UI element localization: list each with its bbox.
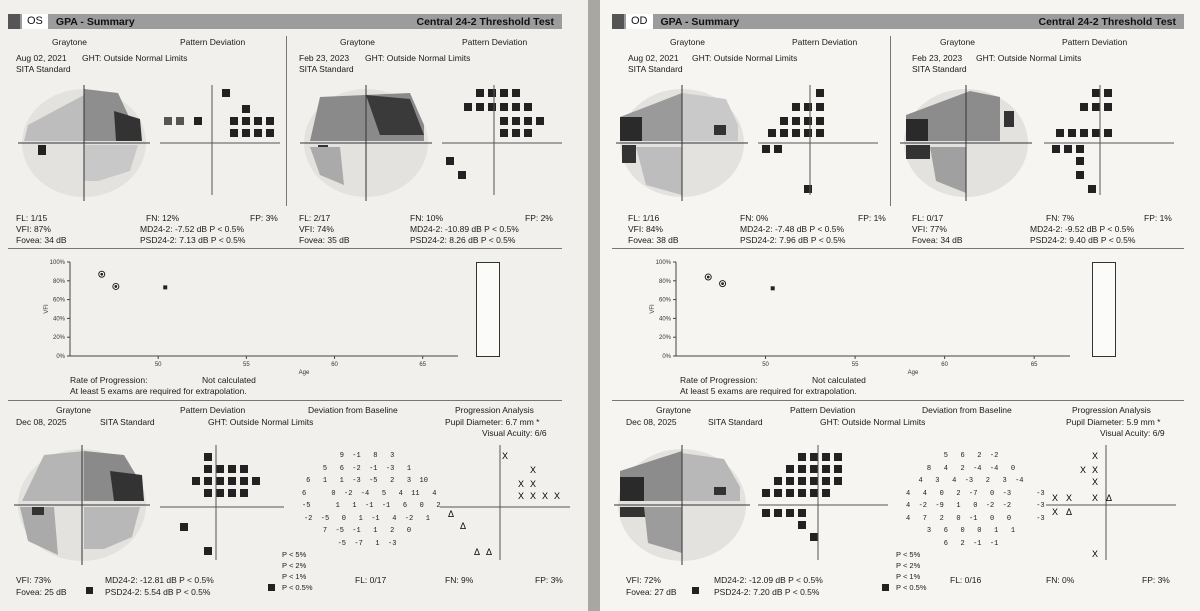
vfi-value: VFI: 73%: [16, 575, 51, 585]
exam-date: Aug 02, 2021: [16, 53, 67, 63]
svg-text:Δ: Δ: [1106, 493, 1113, 503]
svg-text:X: X: [1052, 493, 1059, 503]
x-tick-label: 55: [851, 362, 859, 368]
deviation-row: 4 7 2 0 -1 0 0 -3: [906, 514, 1045, 523]
legend-p5: [896, 550, 920, 560]
mean-deviation: MD24-2: -12.09 dB P < 0.5%: [714, 575, 823, 585]
graytone-plot: [616, 85, 748, 201]
x-tick-label: 65: [419, 362, 427, 368]
deviation-row: 5 6 -2 -1 -3 1: [322, 464, 412, 473]
y-tick-label: 40%: [52, 316, 65, 323]
data-point: [114, 285, 117, 288]
false-negatives: FN: 0%: [1046, 575, 1075, 585]
legend-p05: [282, 583, 313, 593]
pupil-diameter: Pupil Diameter: 5.9 mm *: [1066, 417, 1161, 427]
y-axis-label: VFI: [44, 304, 50, 314]
col-graytone: Graytone: [52, 37, 87, 47]
col-pattern: Pattern Deviation: [180, 405, 246, 415]
false-positives: FP: 3%: [250, 213, 278, 223]
svg-text:X: X: [502, 451, 509, 461]
col-graytone: Graytone: [670, 37, 705, 47]
x-tick-label: 50: [154, 362, 162, 368]
legend-p5: [282, 550, 306, 560]
exam-date: Dec 08, 2025: [16, 417, 67, 427]
false-positives: FP: 3%: [535, 575, 563, 585]
false-negatives: FN: 9%: [445, 575, 474, 585]
progression-box: [476, 262, 500, 357]
deviation-from-baseline-table: [906, 450, 1045, 550]
graytone-plot: [900, 85, 1032, 201]
x-axis-label: Age: [907, 370, 919, 376]
col-pattern: Pattern Deviation: [1062, 37, 1128, 47]
legend-p2: [896, 561, 920, 571]
vfi-progression-plot: [646, 258, 1082, 376]
deviation-row: -5 1 1 -1 -1 6 0 2: [302, 502, 441, 510]
header-marker-icon: [612, 14, 624, 29]
svg-text:X: X: [530, 479, 537, 489]
fovea-marker-icon: [692, 587, 699, 594]
progression-box: [1092, 262, 1116, 357]
data-point: [721, 282, 724, 285]
false-positives: FP: 1%: [1144, 213, 1172, 223]
y-tick-label: 20%: [658, 335, 671, 342]
pattern-sd: PSD24-2: 7.20 dB P < 0.5%: [714, 587, 820, 597]
ght-result: GHT: Outside Normal Limits: [365, 53, 471, 63]
fixation-losses: FL: 0/17: [912, 213, 944, 223]
data-point: [771, 286, 775, 290]
deviation-row: 8 4 2 -4 -4 0: [926, 464, 1016, 473]
pattern-deviation-plot: [758, 445, 888, 560]
legend-p05: [896, 583, 927, 593]
mean-deviation: MD24-2: -7.48 dB P < 0.5%: [740, 224, 845, 234]
x-tick-label: 55: [243, 362, 250, 368]
fixation-losses: FL: 2/17: [299, 213, 331, 223]
test-name: Central 24-2 Threshold Test: [1038, 15, 1176, 28]
pattern-sd: PSD24-2: 8.26 dB P < 0.5%: [410, 235, 516, 245]
graytone-plot: [14, 445, 150, 565]
report-header: [612, 14, 1184, 29]
graytone-plot: [18, 85, 150, 201]
x-tick-label: 60: [331, 362, 338, 368]
report-os: [0, 0, 588, 611]
y-tick-label: 100%: [655, 260, 671, 266]
section-divider: [8, 248, 562, 249]
y-tick-label: 80%: [52, 278, 65, 285]
y-tick-label: 40%: [658, 316, 671, 323]
deviation-row: 6 2 -1 -1: [943, 539, 999, 548]
col-graytone: Graytone: [940, 37, 975, 47]
deviation-row: 4 4 0 2 -7 0 -3 -3: [906, 489, 1045, 498]
mean-deviation: MD24-2: -7.52 dB P < 0.5%: [140, 224, 245, 234]
header-marker-icon: [8, 14, 20, 29]
rate-note: At least 5 exams are required for extrapolation.: [680, 386, 857, 396]
fixation-losses: FL: 0/16: [950, 575, 982, 585]
pattern-deviation-plot: [160, 445, 284, 560]
x-tick-label: 60: [941, 362, 948, 368]
exam-date: Dec 08, 2025: [626, 417, 677, 427]
y-tick-label: 0%: [56, 354, 65, 360]
legend-label: P < 2%: [282, 561, 307, 570]
svg-text:Δ: Δ: [486, 547, 493, 557]
col-graytone: Graytone: [656, 405, 691, 415]
deviation-row: 4 -2 -9 1 0 -2 -2 -3: [906, 502, 1045, 510]
rate-note: At least 5 exams are required for extrapolation.: [70, 386, 247, 396]
svg-text:X: X: [1066, 493, 1073, 503]
svg-text:Δ: Δ: [460, 521, 467, 531]
legend-label: P < 0.5%: [896, 583, 927, 592]
ght-result: GHT: Outside Normal Limits: [976, 53, 1082, 63]
column-divider: [890, 36, 891, 206]
y-axis-label: VFI: [650, 304, 656, 314]
fovea-value: Fovea: 34 dB: [912, 235, 963, 245]
svg-text:X: X: [1092, 493, 1099, 503]
strategy: SITA Standard: [100, 417, 155, 427]
data-point: [100, 273, 103, 276]
pattern-deviation-plot: [1044, 85, 1174, 195]
legend-p1: [896, 572, 920, 582]
rate-value: Not calculated: [202, 375, 256, 385]
strategy: SITA Standard: [299, 64, 354, 74]
x-tick-label: 50: [762, 362, 769, 368]
y-tick-label: 80%: [658, 278, 671, 285]
fovea-value: Fovea: 25 dB: [16, 587, 67, 597]
svg-text:X: X: [542, 491, 549, 501]
strategy: SITA Standard: [708, 417, 763, 427]
legend-solid-square-icon: [882, 584, 889, 591]
deviation-from-baseline-table: [302, 450, 441, 550]
deviation-row: 5 6 2 -2: [943, 452, 999, 460]
section-divider: [612, 248, 1184, 249]
test-name: Central 24-2 Threshold Test: [416, 15, 554, 28]
pattern-deviation-plot: [758, 85, 878, 195]
svg-text:X: X: [530, 465, 537, 475]
y-tick-label: 60%: [658, 297, 671, 304]
col-pattern: Pattern Deviation: [180, 37, 246, 47]
fovea-value: Fovea: 38 dB: [628, 235, 679, 245]
strategy: SITA Standard: [628, 64, 683, 74]
false-positives: FP: 3%: [1142, 575, 1170, 585]
fixation-losses: FL: 1/15: [16, 213, 48, 223]
svg-text:X: X: [530, 491, 537, 501]
report-od: [600, 0, 1200, 611]
col-pattern: Pattern Deviation: [790, 405, 856, 415]
y-tick-label: 60%: [52, 297, 65, 304]
pattern-sd: PSD24-2: 9.40 dB P < 0.5%: [1030, 235, 1136, 245]
ght-result: GHT: Outside Normal Limits: [820, 417, 926, 427]
legend-label: P < 1%: [282, 572, 307, 581]
col-pattern: Pattern Deviation: [792, 37, 858, 47]
fovea-value: Fovea: 27 dB: [626, 587, 677, 597]
pattern-sd: PSD24-2: 7.13 dB P < 0.5%: [140, 235, 246, 245]
page-gap: [588, 0, 600, 611]
deviation-row: 4 3 4 -3 2 3 -4: [918, 477, 1024, 485]
false-negatives: FN: 7%: [1046, 213, 1075, 223]
progression-analysis-plot: [440, 445, 570, 560]
strategy: SITA Standard: [16, 64, 71, 74]
false-negatives: FN: 10%: [410, 213, 444, 223]
false-negatives: FN: 12%: [146, 213, 180, 223]
eye-label: OD: [626, 14, 653, 29]
col-progression: Progression Analysis: [1072, 405, 1151, 415]
header-title: GPA - Summary: [55, 15, 135, 28]
y-tick-label: 100%: [49, 260, 65, 266]
svg-text:X: X: [518, 479, 525, 489]
pupil-diameter: Pupil Diameter: 6.7 mm *: [445, 417, 540, 427]
svg-text:X: X: [1092, 477, 1099, 487]
legend-p2: [282, 561, 306, 571]
pattern-deviation-plot: [160, 85, 280, 195]
legend-label: P < 2%: [896, 561, 921, 570]
svg-text:X: X: [518, 491, 525, 501]
vfi-value: VFI: 84%: [628, 224, 663, 234]
pattern-sd: PSD24-2: 5.54 dB P < 0.5%: [105, 587, 211, 597]
fovea-value: Fovea: 35 dB: [299, 235, 350, 245]
vfi-progression-plot: [40, 258, 470, 376]
column-divider: [286, 36, 287, 206]
deviation-row: -5 -7 1 -3: [337, 539, 397, 548]
x-tick-label: 65: [1030, 362, 1038, 368]
vfi-value: VFI: 77%: [912, 224, 947, 234]
svg-text:Δ: Δ: [448, 509, 455, 519]
legend-label: P < 1%: [896, 572, 921, 581]
graytone-plot: [614, 445, 750, 565]
graytone-plot: [300, 85, 432, 201]
svg-text:X: X: [1092, 465, 1099, 475]
exam-date: Feb 23, 2023: [299, 53, 350, 63]
fovea-value: Fovea: 34 dB: [16, 235, 67, 245]
section-divider: [612, 400, 1184, 401]
col-deviation: Deviation from Baseline: [308, 405, 398, 415]
false-positives: FP: 1%: [858, 213, 886, 223]
rate-label: Rate of Progression:: [680, 375, 758, 385]
report-header: [8, 14, 562, 29]
ght-result: GHT: Outside Normal Limits: [208, 417, 314, 427]
mean-deviation: MD24-2: -10.89 dB P < 0.5%: [410, 224, 519, 234]
deviation-row: 3 6 0 0 1 1: [926, 527, 1016, 535]
col-progression: Progression Analysis: [455, 405, 534, 415]
col-graytone: Graytone: [340, 37, 375, 47]
legend-p1: [282, 572, 306, 582]
y-tick-label: 20%: [52, 335, 65, 342]
deviation-row: -2 -5 0 1 -1 4 -2 1: [303, 514, 431, 523]
false-negatives: FN: 0%: [740, 213, 769, 223]
false-positives: FP: 2%: [525, 213, 553, 223]
legend-solid-square-icon: [268, 584, 275, 591]
legend-label: P < 0.5%: [282, 583, 313, 592]
fixation-losses: FL: 1/16: [628, 213, 660, 223]
x-axis-label: Age: [298, 370, 310, 376]
mean-deviation: MD24-2: -9.52 dB P < 0.5%: [1030, 224, 1135, 234]
svg-text:X: X: [554, 491, 561, 501]
eye-label: OS: [22, 14, 48, 29]
svg-text:X: X: [1092, 451, 1099, 461]
ght-result: GHT: Outside Normal Limits: [82, 53, 188, 63]
svg-text:Δ: Δ: [1066, 507, 1073, 517]
fovea-marker-icon: [86, 587, 93, 594]
visual-acuity: Visual Acuity: 6/9: [1100, 428, 1165, 438]
vfi-value: VFI: 72%: [626, 575, 661, 585]
fixation-losses: FL: 0/17: [355, 575, 387, 585]
svg-text:X: X: [1080, 465, 1087, 475]
col-pattern: Pattern Deviation: [462, 37, 528, 47]
svg-text:X: X: [1052, 507, 1059, 517]
exam-date: Aug 02, 2021: [628, 53, 679, 63]
deviation-row: 7 -5 -1 1 2 0: [322, 527, 412, 535]
svg-text:Δ: Δ: [474, 547, 481, 557]
pattern-sd: PSD24-2: 7.96 dB P < 0.5%: [740, 235, 846, 245]
rate-value: Not calculated: [812, 375, 866, 385]
col-deviation: Deviation from Baseline: [922, 405, 1012, 415]
deviation-row: 6 0 -2 -4 5 4 11 4: [302, 489, 437, 498]
data-point: [163, 285, 167, 289]
vfi-value: VFI: 74%: [299, 224, 334, 234]
svg-text:X: X: [1092, 549, 1099, 559]
exam-date: Feb 23, 2023: [912, 53, 963, 63]
mean-deviation: MD24-2: -12.81 dB P < 0.5%: [105, 575, 214, 585]
y-tick-label: 0%: [662, 354, 671, 360]
progression-analysis-plot: [1046, 445, 1176, 560]
data-point: [707, 276, 710, 279]
header-title: GPA - Summary: [660, 15, 740, 28]
vfi-value: VFI: 87%: [16, 224, 51, 234]
rate-label: Rate of Progression:: [70, 375, 148, 385]
pattern-deviation-plot: [442, 85, 562, 195]
section-divider: [8, 400, 562, 401]
strategy: SITA Standard: [912, 64, 967, 74]
deviation-row: 9 -1 8 3: [339, 452, 395, 460]
legend-label: P < 5%: [896, 550, 921, 559]
visual-acuity: Visual Acuity: 6/6: [482, 428, 547, 438]
col-graytone: Graytone: [56, 405, 91, 415]
deviation-row: 6 1 1 -3 -5 2 3 10: [306, 477, 428, 485]
ght-result: GHT: Outside Normal Limits: [692, 53, 798, 63]
legend-label: P < 5%: [282, 550, 307, 559]
